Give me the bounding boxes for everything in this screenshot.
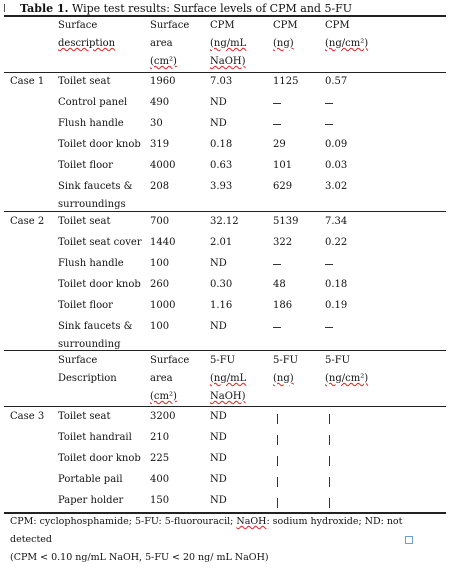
- row-area: 319: [150, 139, 170, 150]
- row-area: 208: [150, 181, 170, 192]
- footnote-line3: (CPM < 0.10 ng/mL NaOH, 5-FU < 20 ng/ mL NaOH): [10, 552, 269, 563]
- dash-icon: [277, 413, 278, 424]
- header2-surface: Surface: [58, 355, 98, 366]
- top-rule: [4, 15, 446, 17]
- header-col3-unit: (ng/cm²): [325, 38, 369, 49]
- dash-icon: [329, 476, 330, 487]
- row-area: 260: [150, 279, 170, 290]
- table-caption: Wipe test results: Surface levels of CPM and 5-FU: [68, 2, 353, 15]
- row-surface: Portable pail: [58, 474, 123, 485]
- dash-icon: [277, 497, 278, 508]
- row-surface: Toilet seat: [58, 411, 111, 422]
- footnote-line2: detected: [10, 534, 52, 545]
- footnote-naoh: NaOH: [236, 516, 267, 527]
- cell-marker-icon: [0, 4, 5, 12]
- row-surface: Toilet handrail: [58, 432, 132, 443]
- row-surface: Flush handle: [58, 118, 124, 129]
- row-area: 4000: [150, 160, 176, 171]
- row-area: 210: [150, 432, 170, 443]
- header-col1-unit-2: NaOH): [210, 56, 246, 67]
- row-value-1: 7.03: [210, 76, 233, 87]
- row-value-1: 0.30: [210, 279, 233, 290]
- row-area: 3200: [150, 411, 176, 422]
- dash-icon: [277, 455, 278, 466]
- row-value-1: ND: [210, 474, 227, 485]
- row-area: 30: [150, 118, 163, 129]
- row-value-2: 1125: [273, 76, 299, 87]
- row-surface: Toilet seat: [58, 76, 111, 87]
- table-number: Table 1.: [20, 2, 69, 15]
- row-area: 1440: [150, 237, 176, 248]
- header2-area: Surface: [150, 355, 190, 366]
- dash-icon: [277, 476, 278, 487]
- dash-icon: [273, 119, 281, 130]
- dash-icon: [325, 322, 333, 333]
- row-value-3: 0.03: [325, 160, 348, 171]
- header2-area-2: area: [150, 373, 173, 384]
- footnote-line1: [10, 516, 402, 527]
- row-area: 100: [150, 258, 170, 269]
- header-col1-unit: (ng/mL: [210, 38, 247, 49]
- row-surface: Sink faucets &: [58, 321, 133, 332]
- dash-icon: [325, 98, 333, 109]
- row-surface: Toilet seat: [58, 216, 111, 227]
- row-value-1: 0.18: [210, 139, 233, 150]
- dash-icon: [273, 98, 281, 109]
- row-area: 490: [150, 97, 170, 108]
- row-surface-2: surrounding: [58, 339, 121, 350]
- row-value-2: 629: [273, 181, 293, 192]
- header-surface: Surface: [58, 20, 98, 31]
- dash-icon: [277, 434, 278, 445]
- dash-icon: [329, 413, 330, 424]
- row-value-1: ND: [210, 97, 227, 108]
- dash-icon: [273, 259, 281, 270]
- row-value-3: 0.22: [325, 237, 348, 248]
- row-value-2: 101: [273, 160, 293, 171]
- bottom-rule: [4, 512, 446, 514]
- row-area: 700: [150, 216, 170, 227]
- row-surface: Toilet door knob: [58, 139, 141, 150]
- row-value-1: ND: [210, 258, 227, 269]
- row-area: 1960: [150, 76, 176, 87]
- dash-icon: [273, 322, 281, 333]
- row-value-3: 3.02: [325, 181, 348, 192]
- header2-rule: [4, 406, 446, 407]
- header2-col1: 5-FU: [210, 355, 236, 366]
- row-value-1: 2.01: [210, 237, 233, 248]
- row-value-1: ND: [210, 495, 227, 506]
- header2-area-unit: (cm²): [150, 391, 177, 402]
- case1-rule: [4, 211, 446, 212]
- row-value-1: ND: [210, 118, 227, 129]
- header2-col2-unit: (ng): [273, 373, 294, 384]
- case2-label: Case 2: [10, 216, 45, 227]
- comment-marker-icon: [405, 536, 413, 544]
- case3-label: Case 3: [10, 411, 45, 422]
- dash-icon: [329, 455, 330, 466]
- row-surface: Sink faucets &: [58, 181, 133, 192]
- row-value-2: 186: [273, 300, 293, 311]
- header2-col2: 5-FU: [273, 355, 299, 366]
- row-value-3: 0.09: [325, 139, 348, 150]
- dash-icon: [325, 119, 333, 130]
- row-value-1: ND: [210, 432, 227, 443]
- row-area: 225: [150, 453, 170, 464]
- row-surface: Flush handle: [58, 258, 124, 269]
- row-area: 100: [150, 321, 170, 332]
- row-surface: Control panel: [58, 97, 128, 108]
- case2-rule: [4, 350, 446, 351]
- dash-icon: [329, 497, 330, 508]
- row-surface: Toilet door knob: [58, 453, 141, 464]
- header-col2: CPM: [273, 20, 298, 31]
- row-value-3: 0.57: [325, 76, 348, 87]
- header-col1: CPM: [210, 20, 235, 31]
- header-rule: [4, 72, 446, 73]
- header2-col3: 5-FU: [325, 355, 351, 366]
- header-area-2: area: [150, 38, 173, 49]
- row-surface: Toilet floor: [58, 300, 113, 311]
- row-value-2: 5139: [273, 216, 299, 227]
- row-value-3: 0.18: [325, 279, 348, 290]
- footnote-abbrev-2: : sodium hydroxide; ND: not: [266, 516, 403, 527]
- row-surface: Toilet door knob: [58, 279, 141, 290]
- row-value-1: ND: [210, 453, 227, 464]
- row-surface-2: surroundings: [58, 199, 126, 210]
- header2-description: Description: [58, 373, 117, 384]
- row-surface: Paper holder: [58, 495, 124, 506]
- header-description: description: [58, 38, 116, 49]
- row-area: 150: [150, 495, 170, 506]
- row-area: 1000: [150, 300, 176, 311]
- header-area-unit: (cm²): [150, 56, 177, 67]
- row-value-1: 32.12: [210, 216, 239, 227]
- row-surface: Toilet seat cover: [58, 237, 142, 248]
- row-value-1: 1.16: [210, 300, 233, 311]
- row-value-1: ND: [210, 411, 227, 422]
- header-area: Surface: [150, 20, 190, 31]
- row-value-1: ND: [210, 321, 227, 332]
- header2-col1-unit-2: NaOH): [210, 391, 246, 402]
- row-area: 400: [150, 474, 170, 485]
- header2-col1-unit: (ng/mL: [210, 373, 247, 384]
- table-title: [20, 2, 352, 15]
- row-value-1: 3.93: [210, 181, 233, 192]
- row-value-2: 29: [273, 139, 286, 150]
- row-value-2: 322: [273, 237, 293, 248]
- row-value-3: 7.34: [325, 216, 348, 227]
- row-value-1: 0.63: [210, 160, 233, 171]
- header-col2-unit: (ng): [273, 38, 294, 49]
- footnote-abbrev-1: CPM: cyclophosphamide; 5-FU: 5-fluorouracil;: [10, 516, 237, 527]
- row-value-3: 0.19: [325, 300, 348, 311]
- case1-label: Case 1: [10, 76, 45, 87]
- dash-icon: [329, 434, 330, 445]
- row-surface: Toilet floor: [58, 160, 113, 171]
- header2-col3-unit: (ng/cm²): [325, 373, 369, 384]
- dash-icon: [325, 259, 333, 270]
- header-col3: CPM: [325, 20, 350, 31]
- row-value-2: 48: [273, 279, 286, 290]
